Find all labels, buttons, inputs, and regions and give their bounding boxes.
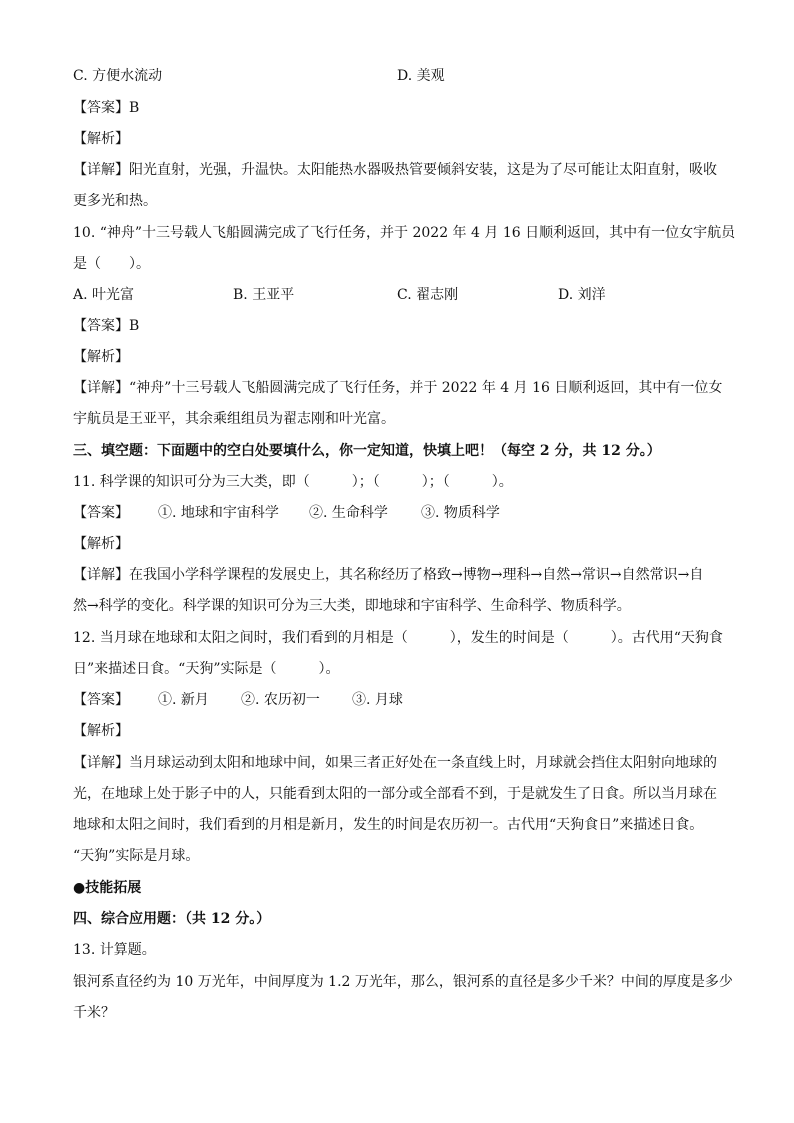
q12-detail-line-1: 【详解】当月球运动到太阳和地球中间，如果三者正好处在一条直线上时，月球就会挡住太阳射向地球的	[73, 755, 717, 771]
q9-detail-line-1: 【详解】阳光直射，光强，升温快。太阳能热水器吸热管要倾斜安装，这是为了尽可能让太阳直射，吸收	[73, 162, 717, 178]
q12-detail-line-2: 光，在地球上处于影子中的人，只能看到太阳的一部分或全部看不到，于是就发生了日食。所以当月球在	[73, 786, 717, 802]
q9-answer: 【答案】B	[73, 100, 140, 116]
q9-analysis-label: 【解析】	[73, 131, 129, 147]
q13-stem: 13. 计算题。	[73, 942, 156, 958]
q12-stem-line-1: 12. 当月球在地球和太阳之间时，我们看到的月相是（ ），发生的时间是（ ）。古代用“天狗食	[73, 630, 723, 646]
q10-detail-line-2: 宇航员是王亚平，其余乘组组员为翟志刚和叶光富。	[73, 411, 395, 427]
q12-analysis-label: 【解析】	[73, 723, 129, 739]
q11-answer-1: ①. 地球和宇宙科学	[158, 505, 279, 521]
q11-analysis-label: 【解析】	[73, 536, 129, 552]
q10-option-d: D. 刘洋	[558, 287, 606, 303]
q12-answer-label: 【答案】	[73, 692, 129, 708]
q12-answer-3: ③. 月球	[352, 692, 403, 708]
q11-detail-line-2: 然→科学的变化。科学课的知识可分为三大类，即地球和宇宙科学、生命科学、物质科学。	[73, 598, 631, 614]
q12-answer-1: ①. 新月	[158, 692, 209, 708]
section-3-title: 三、填空题：下面题中的空白处要填什么，你一定知道，快填上吧！（每空 2 分，共 12 分。）	[73, 443, 661, 459]
q10-detail-line-1: 【详解】“神舟”十三号载人飞船圆满完成了飞行任务，并于 2022 年 4 月 16 日顺利返回，其中有一位女	[73, 380, 723, 396]
q9-option-c: C. 方便水流动	[73, 68, 163, 84]
q10-option-c: C. 翟志刚	[397, 287, 459, 303]
q11-stem: 11. 科学课的知识可分为三大类，即（ ）；（ ）；（ ）。	[73, 474, 513, 490]
q12-detail-line-4: “天狗”实际是月球。	[73, 848, 200, 864]
q11-answer-label: 【答案】	[73, 505, 129, 521]
q10-answer: 【答案】B	[73, 318, 140, 334]
q10-stem-line-2: 是（ ）。	[73, 256, 150, 272]
q12-detail-line-3: 地球和太阳之间时，我们看到的月相是新月，发生的时间是农历初一。古代用“天狗食日”来描述日食。	[73, 817, 704, 833]
q10-analysis-label: 【解析】	[73, 349, 129, 365]
q13-body-line-1: 银河系直径约为 10 万光年，中间厚度为 1.2 万光年，那么，银河系的直径是多少千米？中间的厚度是多少	[73, 974, 733, 990]
section-4-title: 四、综合应用题：（共 12 分。）	[73, 911, 271, 927]
q11-detail-line-1: 【详解】在我国小学科学课程的发展史上，其名称经历了格致→博物→理科→自然→常识→自然常识→自	[73, 567, 704, 583]
q12-stem-line-2: 日”来描述日食。“天狗”实际是（ ）。	[73, 661, 340, 677]
q9-option-d: D. 美观	[397, 68, 445, 84]
skills-heading: ●技能拓展	[73, 880, 142, 896]
q11-answer-2: ②. 生命科学	[309, 505, 388, 521]
q10-stem-line-1: 10. “神舟”十三号载人飞船圆满完成了飞行任务，并于 2022 年 4 月 16 日顺利返回，其中有一位女宇航员	[73, 225, 736, 241]
q12-answer-2: ②. 农历初一	[241, 692, 320, 708]
q10-option-b: B. 王亚平	[233, 287, 295, 303]
q11-answer-3: ③. 物质科学	[421, 505, 500, 521]
q13-body-line-2: 千米？	[73, 1005, 115, 1021]
q9-detail-line-2: 更多光和热。	[73, 193, 157, 209]
q10-option-a: A. 叶光富	[73, 287, 135, 303]
